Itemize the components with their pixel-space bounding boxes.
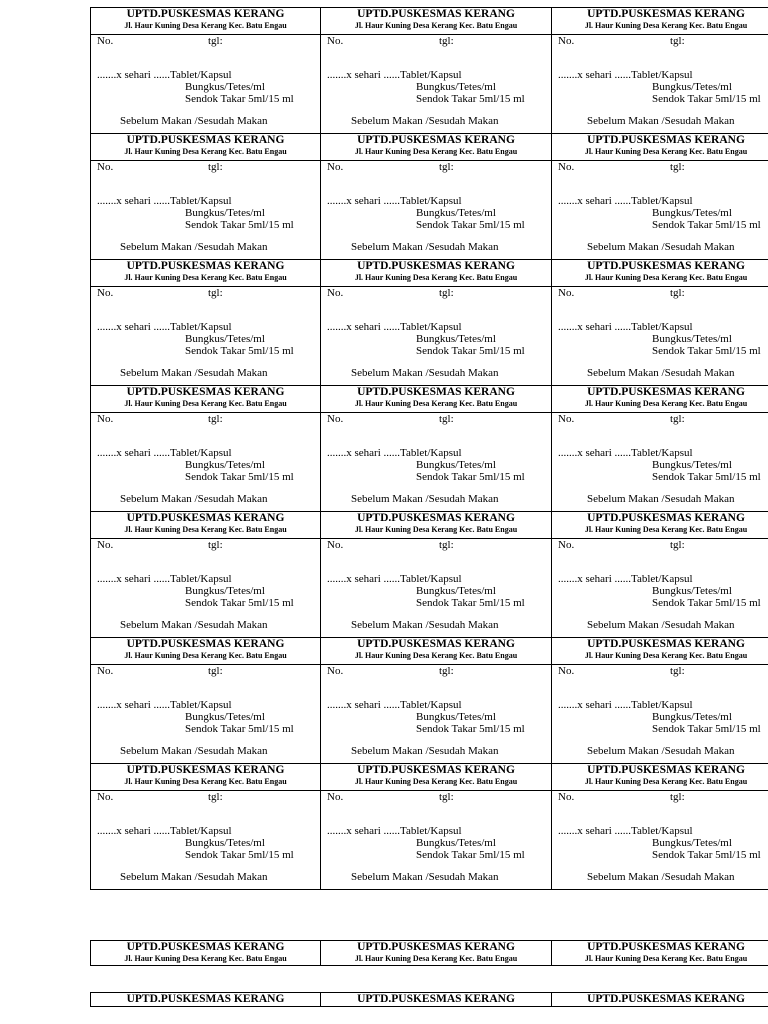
meal-timing-line: Sebelum Makan /Sesudah Makan bbox=[120, 745, 268, 757]
label-header bbox=[552, 134, 768, 161]
number-field-label: No. bbox=[558, 161, 575, 173]
clinic-title: UPTD.PUSKESMAS KERANG bbox=[587, 638, 745, 650]
number-field-label: No. bbox=[327, 665, 344, 677]
unit-options-line: Bungkus/Tetes/ml bbox=[185, 711, 265, 723]
strip-cell bbox=[320, 940, 551, 966]
label-header bbox=[91, 134, 320, 161]
date-field-label: tgl: bbox=[208, 161, 223, 173]
clinic-title: UPTD.PUSKESMAS KERANG bbox=[357, 8, 515, 20]
label-row bbox=[90, 133, 768, 259]
measure-options-line: Sendok Takar 5ml/15 ml bbox=[652, 93, 761, 105]
label-header bbox=[321, 134, 551, 161]
meal-timing-line: Sebelum Makan /Sesudah Makan bbox=[587, 871, 735, 883]
clinic-address: Jl. Haur Kuning Desa Kerang Kec. Batu Engau bbox=[354, 776, 518, 786]
date-field-label: tgl: bbox=[439, 287, 454, 299]
label-row bbox=[90, 7, 768, 133]
number-field-label: No. bbox=[558, 287, 575, 299]
label-header bbox=[552, 638, 768, 665]
clinic-address: Jl. Haur Kuning Desa Kerang Kec. Batu Engau bbox=[354, 146, 518, 156]
dosage-line: .......x sehari ......Tablet/Kapsul bbox=[97, 195, 232, 207]
unit-options-line: Bungkus/Tetes/ml bbox=[416, 711, 496, 723]
unit-options-line: Bungkus/Tetes/ml bbox=[416, 459, 496, 471]
medicine-label bbox=[551, 763, 768, 889]
clinic-title: UPTD.PUSKESMAS KERANG bbox=[587, 941, 745, 953]
label-header bbox=[91, 260, 320, 287]
medicine-label bbox=[551, 7, 768, 133]
number-field-label: No. bbox=[558, 35, 575, 47]
medicine-label bbox=[551, 133, 768, 259]
label-sheet bbox=[90, 7, 768, 889]
clinic-title: UPTD.PUSKESMAS KERANG bbox=[357, 386, 515, 398]
dosage-line: .......x sehari ......Tablet/Kapsul bbox=[97, 573, 232, 585]
meal-timing-line: Sebelum Makan /Sesudah Makan bbox=[587, 367, 735, 379]
clinic-address: Jl. Haur Kuning Desa Kerang Kec. Batu Engau bbox=[354, 524, 518, 534]
clinic-title: UPTD.PUSKESMAS KERANG bbox=[357, 764, 515, 776]
date-field-label: tgl: bbox=[670, 287, 685, 299]
measure-options-line: Sendok Takar 5ml/15 ml bbox=[185, 219, 294, 231]
clinic-title: UPTD.PUSKESMAS KERANG bbox=[126, 512, 285, 524]
number-field-label: No. bbox=[97, 35, 114, 47]
strip-cell bbox=[551, 940, 768, 966]
number-field-label: No. bbox=[327, 539, 344, 551]
label-header bbox=[321, 512, 551, 539]
medicine-label bbox=[90, 637, 320, 763]
date-field-label: tgl: bbox=[439, 539, 454, 551]
number-field-label: No. bbox=[97, 539, 114, 551]
medicine-label bbox=[551, 385, 768, 511]
label-row bbox=[90, 385, 768, 511]
label-header bbox=[321, 8, 551, 35]
dosage-line: .......x sehari ......Tablet/Kapsul bbox=[327, 321, 462, 333]
clinic-address: Jl. Haur Kuning Desa Kerang Kec. Batu Engau bbox=[124, 650, 287, 660]
measure-options-line: Sendok Takar 5ml/15 ml bbox=[652, 597, 761, 609]
measure-options-line: Sendok Takar 5ml/15 ml bbox=[185, 597, 294, 609]
number-field-label: No. bbox=[327, 287, 344, 299]
clinic-address: Jl. Haur Kuning Desa Kerang Kec. Batu Engau bbox=[584, 953, 748, 963]
clinic-title: UPTD.PUSKESMAS KERANG bbox=[587, 993, 745, 1005]
clinic-title: UPTD.PUSKESMAS KERANG bbox=[587, 8, 745, 20]
medicine-label bbox=[320, 133, 551, 259]
date-field-label: tgl: bbox=[670, 665, 685, 677]
date-field-label: tgl: bbox=[439, 161, 454, 173]
clinic-address: Jl. Haur Kuning Desa Kerang Kec. Batu Engau bbox=[354, 20, 518, 30]
label-row bbox=[90, 259, 768, 385]
label-header bbox=[321, 638, 551, 665]
unit-options-line: Bungkus/Tetes/ml bbox=[652, 837, 732, 849]
number-field-label: No. bbox=[558, 791, 575, 803]
number-field-label: No. bbox=[97, 665, 114, 677]
medicine-label bbox=[90, 385, 320, 511]
number-field-label: No. bbox=[327, 161, 344, 173]
dosage-line: .......x sehari ......Tablet/Kapsul bbox=[558, 321, 693, 333]
unit-options-line: Bungkus/Tetes/ml bbox=[652, 333, 732, 345]
meal-timing-line: Sebelum Makan /Sesudah Makan bbox=[120, 871, 268, 883]
measure-options-line: Sendok Takar 5ml/15 ml bbox=[416, 345, 525, 357]
measure-options-line: Sendok Takar 5ml/15 ml bbox=[416, 219, 525, 231]
measure-options-line: Sendok Takar 5ml/15 ml bbox=[185, 93, 294, 105]
clinic-title: UPTD.PUSKESMAS KERANG bbox=[587, 764, 745, 776]
unit-options-line: Bungkus/Tetes/ml bbox=[185, 81, 265, 93]
strip-cell bbox=[551, 992, 768, 1007]
label-header bbox=[552, 386, 768, 413]
label-header bbox=[91, 764, 320, 791]
clinic-title: UPTD.PUSKESMAS KERANG bbox=[126, 386, 285, 398]
clinic-address: Jl. Haur Kuning Desa Kerang Kec. Batu Engau bbox=[584, 776, 748, 786]
label-strip-row bbox=[90, 992, 768, 1007]
number-field-label: No. bbox=[97, 161, 114, 173]
unit-options-line: Bungkus/Tetes/ml bbox=[416, 837, 496, 849]
dosage-line: .......x sehari ......Tablet/Kapsul bbox=[558, 195, 693, 207]
clinic-title: UPTD.PUSKESMAS KERANG bbox=[357, 993, 515, 1005]
label-header bbox=[321, 386, 551, 413]
clinic-title: UPTD.PUSKESMAS KERANG bbox=[587, 134, 745, 146]
medicine-label bbox=[90, 259, 320, 385]
unit-options-line: Bungkus/Tetes/ml bbox=[185, 585, 265, 597]
measure-options-line: Sendok Takar 5ml/15 ml bbox=[652, 723, 761, 735]
clinic-address: Jl. Haur Kuning Desa Kerang Kec. Batu Engau bbox=[124, 146, 287, 156]
unit-options-line: Bungkus/Tetes/ml bbox=[416, 81, 496, 93]
clinic-title: UPTD.PUSKESMAS KERANG bbox=[126, 993, 285, 1005]
dosage-line: .......x sehari ......Tablet/Kapsul bbox=[558, 69, 693, 81]
meal-timing-line: Sebelum Makan /Sesudah Makan bbox=[587, 493, 735, 505]
label-header bbox=[552, 512, 768, 539]
number-field-label: No. bbox=[558, 665, 575, 677]
meal-timing-line: Sebelum Makan /Sesudah Makan bbox=[587, 619, 735, 631]
date-field-label: tgl: bbox=[208, 287, 223, 299]
measure-options-line: Sendok Takar 5ml/15 ml bbox=[652, 849, 761, 861]
unit-options-line: Bungkus/Tetes/ml bbox=[185, 333, 265, 345]
dosage-line: .......x sehari ......Tablet/Kapsul bbox=[97, 825, 232, 837]
unit-options-line: Bungkus/Tetes/ml bbox=[185, 459, 265, 471]
measure-options-line: Sendok Takar 5ml/15 ml bbox=[416, 93, 525, 105]
medicine-label bbox=[90, 133, 320, 259]
dosage-line: .......x sehari ......Tablet/Kapsul bbox=[327, 699, 462, 711]
clinic-address: Jl. Haur Kuning Desa Kerang Kec. Batu Engau bbox=[124, 524, 287, 534]
medicine-label bbox=[320, 7, 551, 133]
date-field-label: tgl: bbox=[208, 791, 223, 803]
measure-options-line: Sendok Takar 5ml/15 ml bbox=[185, 849, 294, 861]
clinic-title: UPTD.PUSKESMAS KERANG bbox=[126, 134, 285, 146]
clinic-title: UPTD.PUSKESMAS KERANG bbox=[357, 638, 515, 650]
strip-cell bbox=[90, 992, 320, 1007]
unit-options-line: Bungkus/Tetes/ml bbox=[416, 585, 496, 597]
clinic-title: UPTD.PUSKESMAS KERANG bbox=[126, 8, 285, 20]
clinic-address: Jl. Haur Kuning Desa Kerang Kec. Batu Engau bbox=[584, 650, 748, 660]
medicine-label bbox=[320, 763, 551, 889]
medicine-label bbox=[320, 385, 551, 511]
date-field-label: tgl: bbox=[670, 413, 685, 425]
label-header bbox=[91, 386, 320, 413]
medicine-label bbox=[90, 7, 320, 133]
clinic-address: Jl. Haur Kuning Desa Kerang Kec. Batu Engau bbox=[584, 272, 748, 282]
clinic-address: Jl. Haur Kuning Desa Kerang Kec. Batu Engau bbox=[584, 398, 748, 408]
clinic-title: UPTD.PUSKESMAS KERANG bbox=[587, 512, 745, 524]
dosage-line: .......x sehari ......Tablet/Kapsul bbox=[97, 69, 232, 81]
measure-options-line: Sendok Takar 5ml/15 ml bbox=[652, 471, 761, 483]
clinic-title: UPTD.PUSKESMAS KERANG bbox=[357, 260, 515, 272]
measure-options-line: Sendok Takar 5ml/15 ml bbox=[185, 723, 294, 735]
measure-options-line: Sendok Takar 5ml/15 ml bbox=[185, 345, 294, 357]
measure-options-line: Sendok Takar 5ml/15 ml bbox=[416, 723, 525, 735]
meal-timing-line: Sebelum Makan /Sesudah Makan bbox=[587, 115, 735, 127]
dosage-line: .......x sehari ......Tablet/Kapsul bbox=[327, 825, 462, 837]
meal-timing-line: Sebelum Makan /Sesudah Makan bbox=[587, 241, 735, 253]
date-field-label: tgl: bbox=[439, 35, 454, 47]
strip-cell bbox=[320, 992, 551, 1007]
dosage-line: .......x sehari ......Tablet/Kapsul bbox=[327, 447, 462, 459]
medicine-label bbox=[551, 637, 768, 763]
label-row bbox=[90, 511, 768, 637]
clinic-address: Jl. Haur Kuning Desa Kerang Kec. Batu Engau bbox=[124, 398, 287, 408]
date-field-label: tgl: bbox=[670, 161, 685, 173]
date-field-label: tgl: bbox=[208, 35, 223, 47]
measure-options-line: Sendok Takar 5ml/15 ml bbox=[185, 471, 294, 483]
unit-options-line: Bungkus/Tetes/ml bbox=[416, 333, 496, 345]
dosage-line: .......x sehari ......Tablet/Kapsul bbox=[97, 447, 232, 459]
dosage-line: .......x sehari ......Tablet/Kapsul bbox=[327, 69, 462, 81]
measure-options-line: Sendok Takar 5ml/15 ml bbox=[652, 219, 761, 231]
medicine-label bbox=[320, 259, 551, 385]
label-header bbox=[552, 764, 768, 791]
clinic-title: UPTD.PUSKESMAS KERANG bbox=[126, 638, 285, 650]
meal-timing-line: Sebelum Makan /Sesudah Makan bbox=[120, 241, 268, 253]
medicine-label bbox=[551, 259, 768, 385]
clinic-title: UPTD.PUSKESMAS KERANG bbox=[587, 260, 745, 272]
meal-timing-line: Sebelum Makan /Sesudah Makan bbox=[120, 367, 268, 379]
unit-options-line: Bungkus/Tetes/ml bbox=[652, 81, 732, 93]
unit-options-line: Bungkus/Tetes/ml bbox=[185, 837, 265, 849]
label-strip-row bbox=[90, 940, 768, 966]
clinic-address: Jl. Haur Kuning Desa Kerang Kec. Batu Engau bbox=[354, 650, 518, 660]
dosage-line: .......x sehari ......Tablet/Kapsul bbox=[558, 825, 693, 837]
unit-options-line: Bungkus/Tetes/ml bbox=[652, 585, 732, 597]
dosage-line: .......x sehari ......Tablet/Kapsul bbox=[558, 699, 693, 711]
meal-timing-line: Sebelum Makan /Sesudah Makan bbox=[120, 493, 268, 505]
label-header bbox=[321, 260, 551, 287]
unit-options-line: Bungkus/Tetes/ml bbox=[652, 711, 732, 723]
medicine-label bbox=[551, 511, 768, 637]
measure-options-line: Sendok Takar 5ml/15 ml bbox=[652, 345, 761, 357]
meal-timing-line: Sebelum Makan /Sesudah Makan bbox=[120, 619, 268, 631]
clinic-address: Jl. Haur Kuning Desa Kerang Kec. Batu Engau bbox=[354, 272, 518, 282]
clinic-address: Jl. Haur Kuning Desa Kerang Kec. Batu Engau bbox=[584, 146, 748, 156]
number-field-label: No. bbox=[327, 791, 344, 803]
number-field-label: No. bbox=[327, 35, 344, 47]
measure-options-line: Sendok Takar 5ml/15 ml bbox=[416, 471, 525, 483]
date-field-label: tgl: bbox=[439, 413, 454, 425]
meal-timing-line: Sebelum Makan /Sesudah Makan bbox=[351, 493, 499, 505]
date-field-label: tgl: bbox=[670, 539, 685, 551]
measure-options-line: Sendok Takar 5ml/15 ml bbox=[416, 849, 525, 861]
measure-options-line: Sendok Takar 5ml/15 ml bbox=[416, 597, 525, 609]
date-field-label: tgl: bbox=[208, 665, 223, 677]
unit-options-line: Bungkus/Tetes/ml bbox=[416, 207, 496, 219]
dosage-line: .......x sehari ......Tablet/Kapsul bbox=[97, 321, 232, 333]
date-field-label: tgl: bbox=[439, 791, 454, 803]
clinic-address: Jl. Haur Kuning Desa Kerang Kec. Batu Engau bbox=[354, 953, 518, 963]
clinic-title: UPTD.PUSKESMAS KERANG bbox=[126, 260, 285, 272]
unit-options-line: Bungkus/Tetes/ml bbox=[185, 207, 265, 219]
clinic-address: Jl. Haur Kuning Desa Kerang Kec. Batu Engau bbox=[124, 953, 287, 963]
dosage-line: .......x sehari ......Tablet/Kapsul bbox=[97, 699, 232, 711]
unit-options-line: Bungkus/Tetes/ml bbox=[652, 459, 732, 471]
date-field-label: tgl: bbox=[208, 413, 223, 425]
label-header bbox=[91, 512, 320, 539]
clinic-title: UPTD.PUSKESMAS KERANG bbox=[357, 134, 515, 146]
clinic-title: UPTD.PUSKESMAS KERANG bbox=[587, 386, 745, 398]
clinic-title: UPTD.PUSKESMAS KERANG bbox=[126, 941, 285, 953]
number-field-label: No. bbox=[558, 413, 575, 425]
clinic-title: UPTD.PUSKESMAS KERANG bbox=[357, 941, 515, 953]
unit-options-line: Bungkus/Tetes/ml bbox=[652, 207, 732, 219]
meal-timing-line: Sebelum Makan /Sesudah Makan bbox=[120, 115, 268, 127]
label-header bbox=[91, 638, 320, 665]
dosage-line: .......x sehari ......Tablet/Kapsul bbox=[327, 195, 462, 207]
label-row bbox=[90, 763, 768, 889]
clinic-title: UPTD.PUSKESMAS KERANG bbox=[357, 512, 515, 524]
date-field-label: tgl: bbox=[670, 791, 685, 803]
meal-timing-line: Sebelum Makan /Sesudah Makan bbox=[351, 367, 499, 379]
medicine-label bbox=[320, 511, 551, 637]
strip-cell bbox=[90, 940, 320, 966]
date-field-label: tgl: bbox=[208, 539, 223, 551]
clinic-address: Jl. Haur Kuning Desa Kerang Kec. Batu Engau bbox=[124, 20, 287, 30]
dosage-line: .......x sehari ......Tablet/Kapsul bbox=[558, 573, 693, 585]
number-field-label: No. bbox=[327, 413, 344, 425]
number-field-label: No. bbox=[97, 287, 114, 299]
medicine-label bbox=[90, 511, 320, 637]
meal-timing-line: Sebelum Makan /Sesudah Makan bbox=[587, 745, 735, 757]
label-header bbox=[91, 8, 320, 35]
meal-timing-line: Sebelum Makan /Sesudah Makan bbox=[351, 619, 499, 631]
label-row bbox=[90, 637, 768, 763]
meal-timing-line: Sebelum Makan /Sesudah Makan bbox=[351, 241, 499, 253]
label-header bbox=[552, 260, 768, 287]
date-field-label: tgl: bbox=[670, 35, 685, 47]
clinic-address: Jl. Haur Kuning Desa Kerang Kec. Batu Engau bbox=[584, 524, 748, 534]
dosage-line: .......x sehari ......Tablet/Kapsul bbox=[327, 573, 462, 585]
clinic-address: Jl. Haur Kuning Desa Kerang Kec. Batu Engau bbox=[354, 398, 518, 408]
medicine-label bbox=[320, 637, 551, 763]
number-field-label: No. bbox=[97, 413, 114, 425]
meal-timing-line: Sebelum Makan /Sesudah Makan bbox=[351, 871, 499, 883]
dosage-line: .......x sehari ......Tablet/Kapsul bbox=[558, 447, 693, 459]
clinic-title: UPTD.PUSKESMAS KERANG bbox=[126, 764, 285, 776]
number-field-label: No. bbox=[558, 539, 575, 551]
medicine-label bbox=[90, 763, 320, 889]
meal-timing-line: Sebelum Makan /Sesudah Makan bbox=[351, 115, 499, 127]
date-field-label: tgl: bbox=[439, 665, 454, 677]
clinic-address: Jl. Haur Kuning Desa Kerang Kec. Batu Engau bbox=[584, 20, 748, 30]
clinic-address: Jl. Haur Kuning Desa Kerang Kec. Batu Engau bbox=[124, 272, 287, 282]
grid-bottom-border bbox=[90, 889, 768, 890]
label-header bbox=[321, 764, 551, 791]
number-field-label: No. bbox=[97, 791, 114, 803]
meal-timing-line: Sebelum Makan /Sesudah Makan bbox=[351, 745, 499, 757]
label-header bbox=[552, 8, 768, 35]
clinic-address: Jl. Haur Kuning Desa Kerang Kec. Batu Engau bbox=[124, 776, 287, 786]
